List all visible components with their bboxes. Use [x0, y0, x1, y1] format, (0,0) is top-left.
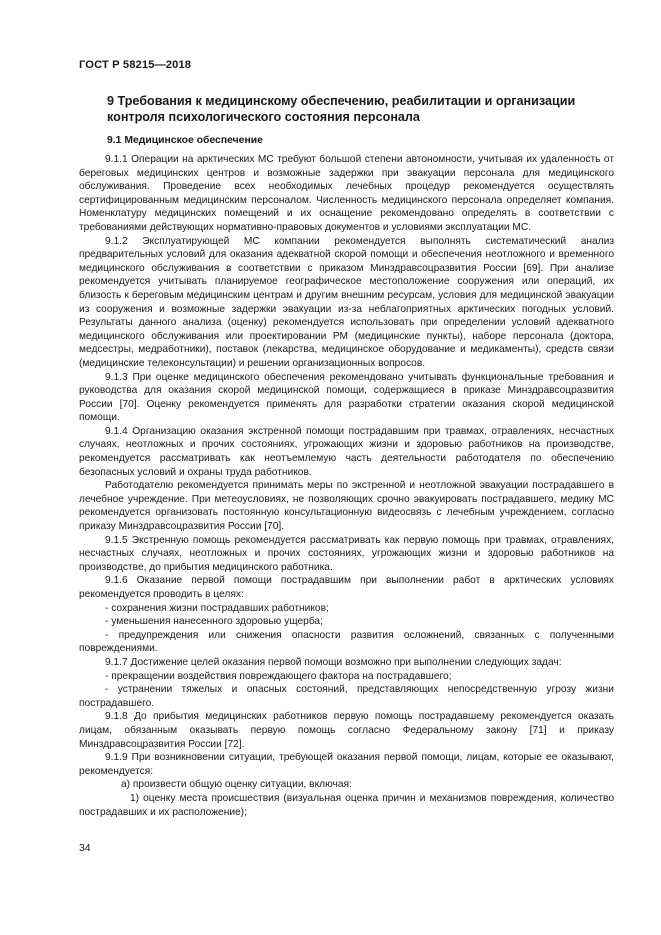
paragraph-9-1-1: 9.1.1 Операции на арктических МС требуют большой степени автономности, учитывая их удаленность от береговых медицинских центров и возможные задержки при эвакуации персонала для медицинского обслуживания. Проведение всех необходимых лечебных процедур рекомендуется осуществлять сертифицированным медицинским персоналом. Численность медицинского персонала определяет компания. Номенклатуру медицинских помещений и их оснащение рекомендовано определять в соответствии с требованиями действующих нормативно-правовых документов и условиями эксплуатации МС. [79, 154, 614, 233]
paragraph-9-1-2: 9.1.2 Эксплуатирующей МС компании рекомендуется выполнять систематический анализ предварительных условий для оказания адекватной скорой помощи и обеспечения неотложного и временного медицинского обслуживания в соответствии с приказом Минздравсоцразвития России [69]. При анализе рекомендуется учитывать планируемое географическое местоположение сооружения или операций, их близость к береговым медицинским центрам и другим внешним ресурсам, условия для медицинской эвакуации из сооружения и возможные задержки эвакуации из-за неблагоприятных арктических погодных условий. Результаты данного анализа (оценку) рекомендуется использовать при определении условий адекватного медицинского обслуживания или проектировании РМ (медицинские пункты), наборе персонала (доктора, медсестры, медработники), поставок (лекарства, медицинское оборудование и медикаменты), средств связи (медицинские телеконсультации) и решении организационных вопросов. [79, 235, 614, 369]
page-number: 34 [79, 843, 91, 854]
section-title: 9 Требования к медицинскому обеспечению, реабилитации и организации контроля психологического состояния персонала [107, 94, 576, 124]
body-text [79, 153, 614, 819]
paragraph-9-1-9: 9.1.9 При возникновении ситуации, требующей оказания первой помощи, лицам, которые ее оказывают, рекомендуется: [79, 752, 614, 777]
paragraph-9-1-6: 9.1.6 Оказание первой помощи пострадавшим при выполнении работ в арктических условиях рекомендуется проводить в целях: [79, 575, 614, 600]
list-item: - уменьшения нанесенного здоровью ущерба; [105, 616, 323, 628]
list-item: 1) оценку места происшествия (визуальная оценка причин и механизмов повреждения, количество пострадавших и их расположение); [79, 792, 614, 818]
paragraph-employer: Работодателю рекомендуется принимать меры по экстренной и неотложной эвакуации пострадавшего в лечебное учреждение. При метеоусловиях, не позволяющих срочно эвакуировать пострадавшего, медику МС рекомендуется организовать постоянную консультационную видеосвязь с лечебным учреждением, согласно приказу Минздравсоцразвития России [70]. [79, 480, 614, 533]
list-item: - сохранения жизни пострадавших работников; [105, 602, 329, 614]
list-item: - устранении тяжелых и опасных состояний, представляющих непосредственную угрозу жизни пострадавшего. [79, 684, 614, 709]
paragraph-9-1-3: 9.1.3 При оценке медицинского обеспечения рекомендовано учитывать функциональные требования и руководства для оказания скорой медицинской помощи, содержащиеся в приказе Минздравсоцразвития России [70]. Оценку рекомендуется применять для разработки стратегии оказания скорой медицинской помощи. [79, 371, 614, 424]
paragraph-9-1-5: 9.1.5 Экстренную помощь рекомендуется рассматривать как первую помощь при травмах, отравлениях, несчастных случаях, неотложных и прочих состояниях, угрожающих жизни и здоровью работников на производстве, до прибытия медицинского работника. [79, 534, 614, 573]
document-code: ГОСТ Р 58215—2018 [79, 59, 192, 71]
subsection-title: 9.1 Медицинское обеспечение [107, 135, 263, 146]
list-item: - предупреждения или снижения опасности развития осложнений, связанных с полученными повреждениями. [79, 629, 614, 655]
paragraph-9-1-8: 9.1.8 До прибытия медицинских работников первую помощь пострадавшему рекомендуется оказать лицам, обязанным оказывать первую помощь согласно Федеральному закону [71] и приказу Минздравсоцразвития России [72]. [79, 711, 614, 750]
paragraph-9-1-4: 9.1.4 Организацию оказания экстренной помощи пострадавшим при травмах, отравлениях, несчастных случаях, неотложных и прочих состояниях, угрожающих жизни и здоровью работников на производстве, рекомендуется рассматривать как неотъемлемую часть деятельности работодателя по обеспечению безопасных условий и охраны труда работников. [79, 425, 614, 478]
paragraph-9-1-7: 9.1.7 Достижение целей оказания первой помощи возможно при выполнении следующих задач: [105, 656, 562, 668]
list-item: - прекращении воздействия повреждающего фактора на пострадавшего; [105, 670, 452, 682]
list-item: а) произвести общую оценку ситуации, включая: [121, 779, 352, 791]
